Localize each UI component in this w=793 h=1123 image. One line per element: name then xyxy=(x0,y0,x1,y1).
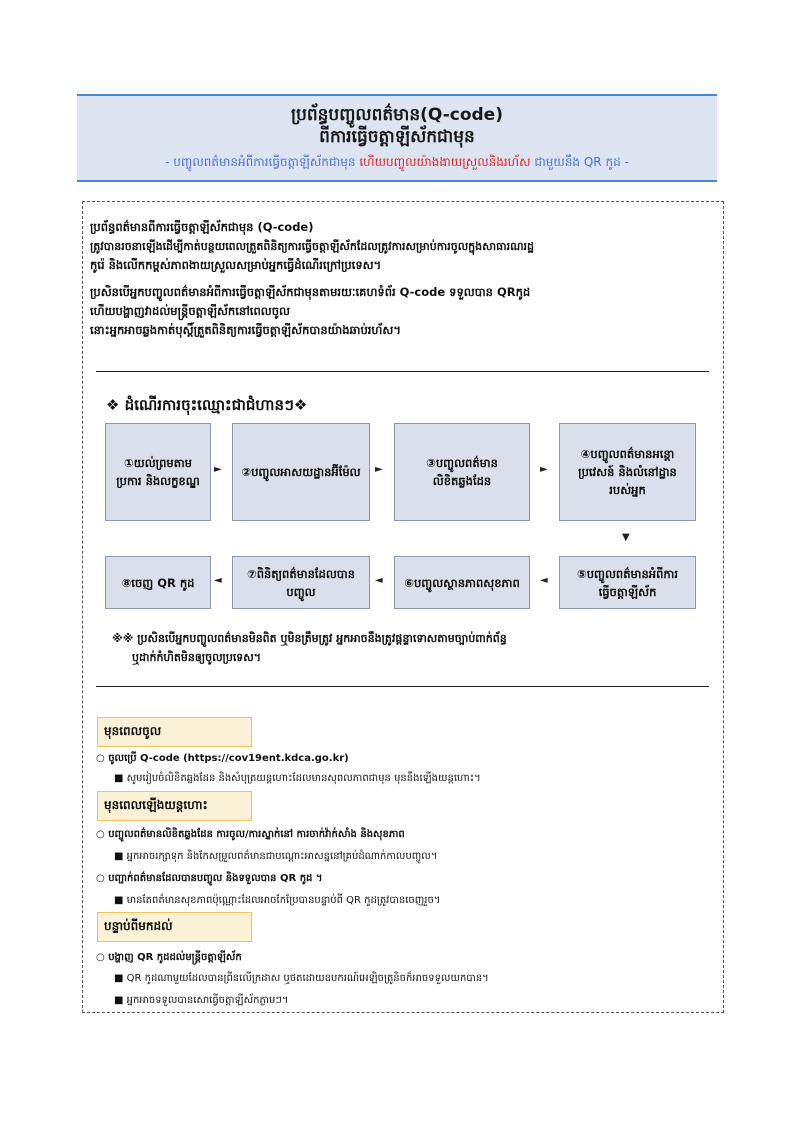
list-item: ○ បញ្ចូលពត៌មានលិខិតឆ្លងដែន ការចូល/ការស្នាក់នៅ ការចាក់វ៉ាក់សាំង និងសុខភាព xyxy=(96,829,405,840)
section-title-before-entry: មុនពេលចូល xyxy=(97,717,252,747)
steps-heading: ❖ ដំណើរការចុះឈ្មោះជាជំហានៗ❖ xyxy=(106,396,308,414)
arrow-down-icon: ▼ xyxy=(622,532,630,543)
page-subtitle xyxy=(77,154,717,170)
list-item: ○ ចូលប្រើ Q-code (https://cov19ent.kdca.go.kr) xyxy=(96,753,349,764)
intro-text xyxy=(90,218,710,340)
list-subitem: ■ មានតែពត៌មានសុខភាពប៉ុណ្ណោះដែលអាចកែប្រែបានបន្ទាប់ពី QR កូដត្រូវបានចេញរួច។ xyxy=(114,895,441,906)
list-item: ○ បញ្ជាក់ពត៌មានដែលបានបញ្ចូល និងទទួលបាន QR កូដ ។ xyxy=(96,873,323,884)
intro-line: ត្រូវបានរចនាឡើងដើម្បីកាត់បន្ថយពេលត្រួតពិនិត្យការធ្វើចត្តាឡីស័កដែលត្រូវការសម្រាប់ការចូលក្នុងសាធារណរដ្ឋ xyxy=(90,240,534,253)
step-3: ③បញ្ចូលពត៌មានលិខិតឆ្លងដែន xyxy=(394,423,530,521)
intro-line: កូរ៉េ និងលើកកម្ពស់ភាពងាយស្រួលសម្រាប់អ្នកធ្វើដំណើរក្រៅប្រទេស។ xyxy=(90,258,382,272)
arrow-right-icon: ► xyxy=(540,464,548,475)
subtitle-part-3: ជាមួយនឹង QR កូដ - xyxy=(534,155,629,169)
step-5: ⑤បញ្ចូលពត៌មានអំពីការធ្វើចត្តាឡីស័ក xyxy=(559,556,696,609)
intro-line: ប្រព័ន្ធពត៌មានពីការធ្វើចត្តាឡីស័កជាមុន (Q-code) xyxy=(90,220,314,234)
arrow-right-icon: ► xyxy=(375,464,383,475)
step-6: ⑥បញ្ចូលស្ថានភាពសុខភាព xyxy=(394,556,530,609)
section-title-after-arrival: បន្ទាប់ពីមកដល់ xyxy=(97,912,252,942)
step-1: ①យល់ព្រមតាម ប្រការ និងលក្ខខណ្ឌ xyxy=(105,423,211,521)
arrow-right-icon: ► xyxy=(214,464,222,475)
arrow-left-icon: ◄ xyxy=(540,575,548,586)
step-7: ⑦ពិនិត្យពត៌មានដែលបានបញ្ចូល xyxy=(232,556,370,609)
page-header xyxy=(77,94,717,182)
page-title xyxy=(77,104,717,148)
list-subitem: ■ អ្នកអាចរក្សាទុក និងកែសម្រួលពត៌មានជាបណ្តោះអាសន្ននៅគ្រប់ដំណាក់កាលបញ្ចូល។ xyxy=(114,851,438,862)
intro-line: ប្រសិនបើអ្នកបញ្ចូលពត៌មានអំពីការធ្វើចត្តាឡីស័កជាមុនតាមរយៈគេហទំព័រ Q-code ទទួលបាន QRកូដ xyxy=(90,285,531,299)
subtitle-part-1: - បញ្ចូលពត៌មានអំពីការធ្វើចត្តាឡីស័កជាមុន xyxy=(165,155,356,169)
note-line: ※※ ប្រសិនបើអ្នកបញ្ចូលពត៌មានមិនពិត ឬមិនត្រឹមត្រូវ អ្នកអាចនឹងត្រូវផ្តន្ទាទោសតាមច្បាប់ពាក់ព័ន្ធ xyxy=(112,632,507,645)
divider xyxy=(96,686,709,687)
arrow-left-icon: ◄ xyxy=(214,575,222,586)
step-8: ⑧ចេញ QR កូដ xyxy=(105,556,211,609)
section-title-before-boarding: មុនពេលឡើងយន្តហោះ xyxy=(97,791,252,821)
list-subitem: ■ QR កូដណាមួយដែលបានព្រីនលើក្រដាស ឬថតដោយឧបករណ៍អេឡិចត្រូនិចក៏អាចទទួលយកបាន។ xyxy=(114,973,489,984)
intro-line: នោះអ្នកអាចឆ្លងកាត់បុស្តិ៍ត្រួតពិនិត្យការធ្វើចត្តាឡីស័កបានយ៉ាងឆាប់រហ័ស។ xyxy=(90,323,401,337)
step-2: ②បញ្ចូលអាសយដ្ឋានអ៊ីម៉ែល xyxy=(232,423,370,521)
list-subitem: ■ អ្នកអាចទទួលបានសោធ្វើចត្តាឡីស័កភ្លាមៗ។ xyxy=(114,995,289,1006)
divider xyxy=(96,371,709,372)
title-line-2: ពីការធ្វើចត្តាឡីស័កជាមុន xyxy=(319,127,475,147)
list-item: ○ បង្ហាញ QR កូដដល់មន្ត្រីចត្តាឡីស័ក xyxy=(96,952,242,963)
step-4: ④បញ្ចូលពត៌មានអន្តោប្រវេសន៍ និងលំនៅដ្ឋានរបស់អ្នក xyxy=(559,423,696,521)
warning-note xyxy=(112,629,682,667)
subtitle-part-2: ហើយបញ្ចូលយ៉ាងងាយស្រួលនិងរហ័ស xyxy=(359,155,531,169)
list-subitem: ■ សូមរៀបចំលិខិតឆ្លងដែន និងសំបុត្រយន្តហោះដែលមានសុពលភាពជាមុន មុននឹងឡើងយន្តហោះ។ xyxy=(114,773,481,784)
arrow-left-icon: ◄ xyxy=(375,575,383,586)
note-line: ឬដាក់កំហិតមិនឲ្យចូលប្រទេស។ xyxy=(132,651,262,664)
title-line-1: ប្រព័ន្ធបញ្ចូលពត៌មាន(Q-code) xyxy=(291,105,503,125)
intro-line: ហើយបង្ហាញវាដល់មន្ត្រីចត្តាឡីស័កនៅពេលចូល xyxy=(90,304,290,318)
